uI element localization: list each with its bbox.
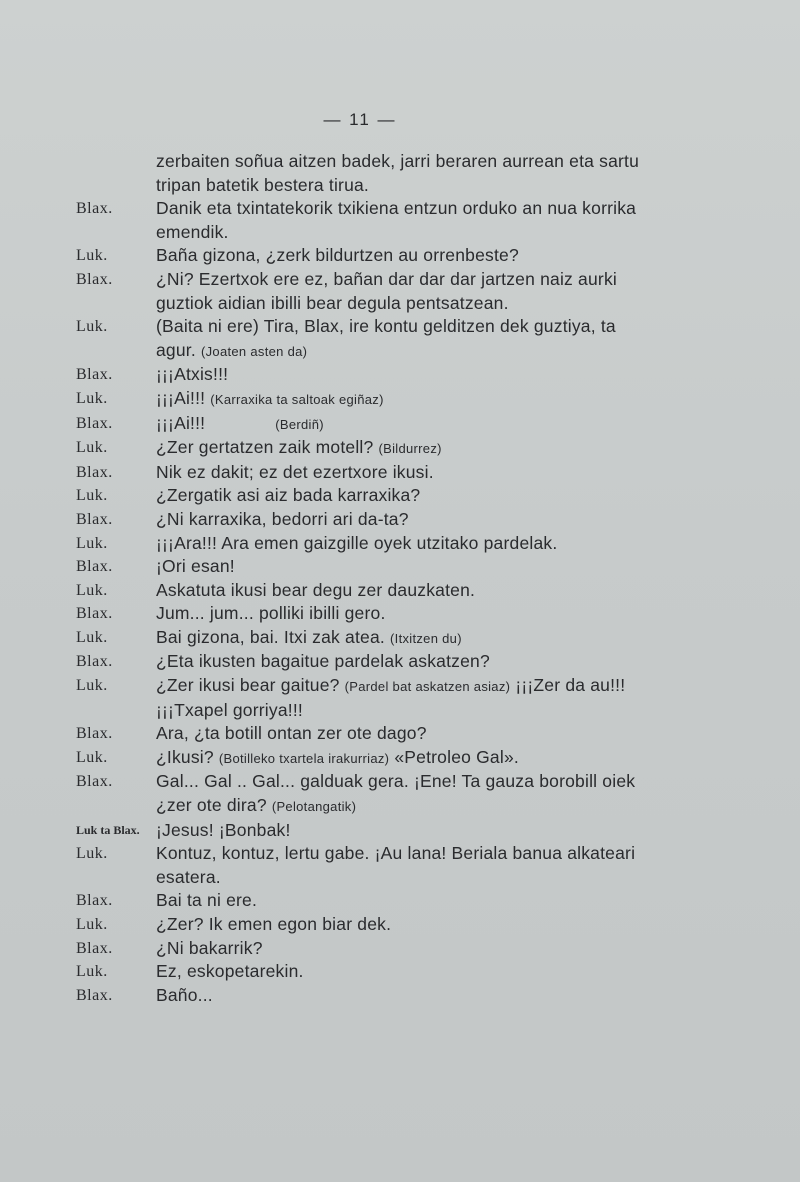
dialogue-text: Askatuta ikusi bear degu zer dauzkaten. [156, 579, 476, 600]
dialogue-line [76, 722, 650, 746]
speaker-label: Luk. [76, 534, 108, 552]
speaker-label: Luk. [76, 247, 108, 265]
dialogue-text: Jum... jum... polliki ibilli gero. [156, 603, 386, 624]
dialogue-text: Kontuz, kontuz, lertu gabe. ¡Au lana! Beriala banua alkateari esatera. [156, 843, 636, 887]
stage-direction: (Bildurrez) [378, 441, 442, 457]
speech-continued: «Petroleo Gal». [394, 746, 519, 767]
speaker-label: Luk. [76, 748, 108, 766]
dialogue-text: Nik ez dakit; ez det ezertxore ikusi. [156, 461, 434, 482]
dialogue-line [76, 746, 650, 771]
dialogue-text [156, 746, 650, 771]
dialogue-text [156, 387, 650, 412]
speaker-label: Luk. [76, 581, 108, 599]
dialogue-text: Bai ta ni ere. [156, 890, 258, 911]
dialogue-text: zerbaiten soñua aitzen badek, jarri beraren aurrean eta sartu tripan batetik bestera tirua. [156, 151, 640, 195]
dialogue-line [76, 484, 650, 508]
dialogue-text: ¿Ni? Ezertxok ere ez, bañan dar dar dar jartzen naiz aurki guztiok aidian ibilli bear degula pentsatzean. [156, 268, 617, 313]
dialogue-text: ¡¡¡Atxis!!! [156, 364, 229, 385]
speaker-label: Luk. [76, 963, 108, 981]
dialogue-text [156, 412, 650, 437]
dialogue [76, 150, 650, 1007]
speech-continued: ¡¡¡Zer da au!!! ¡¡¡Txapel gorriya!!! [156, 675, 626, 720]
dialogue-line [76, 555, 650, 579]
speaker-label: Luk. [76, 916, 108, 933]
speaker-label: Blax. [76, 200, 113, 218]
stage-direction: (Berdiñ) [275, 416, 324, 432]
dialogue-line [76, 268, 650, 315]
speaker-label: Blax. [76, 653, 113, 671]
speech: ¿Zer gertatzen zaik motell? [156, 437, 374, 458]
dialogue-line [76, 532, 650, 556]
speaker-label: Blax. [76, 986, 113, 1004]
dialogue-text: ¡¡¡Ara!!! Ara emen gaizgille oyek utzitako pardelak. [156, 532, 558, 553]
stage-direction: (Pelotangatik) [271, 799, 357, 815]
dialogue-text: ¡Jesus! ¡Bonbak! [156, 819, 291, 840]
dialogue-line [76, 984, 650, 1008]
speaker-label: Luk. [76, 628, 108, 646]
dialogue-text: ¡Ori esan! [156, 556, 235, 577]
speaker-label: Luk. [76, 439, 108, 457]
dialogue-text [156, 315, 650, 363]
dialogue-text: ¿Ni bakarrik? [156, 937, 263, 958]
dialogue-line [76, 436, 650, 461]
stage-direction: (Karraxika ta saltoak egiñaz) [210, 391, 384, 407]
speaker-label: Blax. [76, 366, 113, 384]
speaker-label: Blax. [76, 510, 113, 528]
dialogue-text: Danik eta txintatekorik txikiena entzun orduko an nua korrika emendik. [156, 198, 637, 242]
dialogue-line [76, 602, 650, 626]
dialogue-text: Ez, eskopetarekin. [156, 961, 304, 982]
dialogue-line [76, 579, 650, 603]
speaker-label: Luk ta Blax. [76, 822, 140, 837]
dialogue-line [76, 913, 650, 937]
speaker-label: Blax. [76, 773, 113, 791]
speaker-label: Blax. [76, 558, 113, 576]
speech: ¡¡¡Ai!!! [156, 387, 206, 408]
dialogue-line [76, 650, 650, 674]
speaker-label: Blax. [76, 725, 113, 743]
dialogue-text: ¿Zer? Ik emen egon biar dek. [156, 914, 392, 934]
dialogue-text: Baña gizona, ¿zerk bildurtzen au orrenbeste? [156, 245, 519, 266]
dialogue-line [76, 244, 650, 268]
dialogue-text [156, 770, 650, 818]
dialogue-line [76, 412, 650, 437]
dialogue-text: Baño... [156, 984, 213, 1005]
stage-direction: (Botilleko txartela irakurriaz) [218, 750, 390, 766]
speech: ¿Zer ikusi bear gaitue? [156, 675, 340, 696]
dialogue-line [76, 363, 650, 387]
page-number: — 11 — [323, 110, 397, 129]
stage-direction: (Joaten asten da) [201, 343, 308, 359]
dialogue-line [76, 197, 650, 244]
speaker-label: Blax. [76, 605, 113, 623]
speech: Gal... Gal .. Gal... galduak gera. ¡Ene! Ta gauza borobill oiek ¿zer ote dira? [156, 771, 636, 816]
dialogue-line [76, 889, 650, 913]
dialogue-line [76, 819, 650, 843]
dialogue-line [76, 387, 650, 412]
dialogue-line [76, 315, 650, 363]
dialogue-text [156, 436, 650, 461]
speech: Bai gizona, bai. Itxi zak atea. [156, 626, 385, 647]
speaker-label: Luk. [76, 389, 108, 407]
stage-direction: (Pardel bat askatzen asiaz) [344, 679, 511, 695]
dialogue-text [156, 626, 650, 651]
speaker-label: Blax. [76, 892, 113, 910]
speech: ¿Ikusi? [156, 746, 214, 767]
dialogue-line [76, 842, 650, 889]
dialogue-text: ¿Zergatik asi aiz bada karraxika? [156, 485, 421, 506]
speaker-label: Luk. [76, 318, 108, 336]
dialogue-text: Ara, ¿ta botill ontan zer ote dago? [156, 723, 427, 744]
speaker-label: Luk. [76, 487, 108, 505]
speaker-label: Blax. [76, 463, 113, 481]
dialogue-line [76, 461, 650, 485]
dialogue-text: ¿Eta ikusten bagaitue pardelak askatzen? [156, 651, 490, 672]
dialogue-line [76, 960, 650, 984]
speaker-label: Luk. [76, 677, 108, 695]
speech: ¡¡¡Ai!!! [156, 412, 206, 433]
dialogue-text: ¿Ni karraxika, bedorri ari da-ta? [156, 508, 409, 529]
speech: (Baita ni ere) Tira, Blax, ire kontu gelditzen dek guztiya, ta agur. [156, 316, 616, 360]
dialogue-text [156, 674, 650, 722]
speaker-label: Blax. [76, 414, 113, 432]
dialogue-line [76, 770, 650, 818]
stage-direction: (Itxitzen du) [390, 630, 462, 646]
dialogue-line [76, 937, 650, 961]
speaker-label: Luk. [76, 845, 108, 863]
dialogue-line [76, 150, 650, 197]
dialogue-line [76, 674, 650, 722]
speaker-label: Blax. [76, 939, 113, 957]
dialogue-line [76, 508, 650, 532]
speaker-label: Blax. [76, 270, 113, 288]
dialogue-line [76, 626, 650, 651]
